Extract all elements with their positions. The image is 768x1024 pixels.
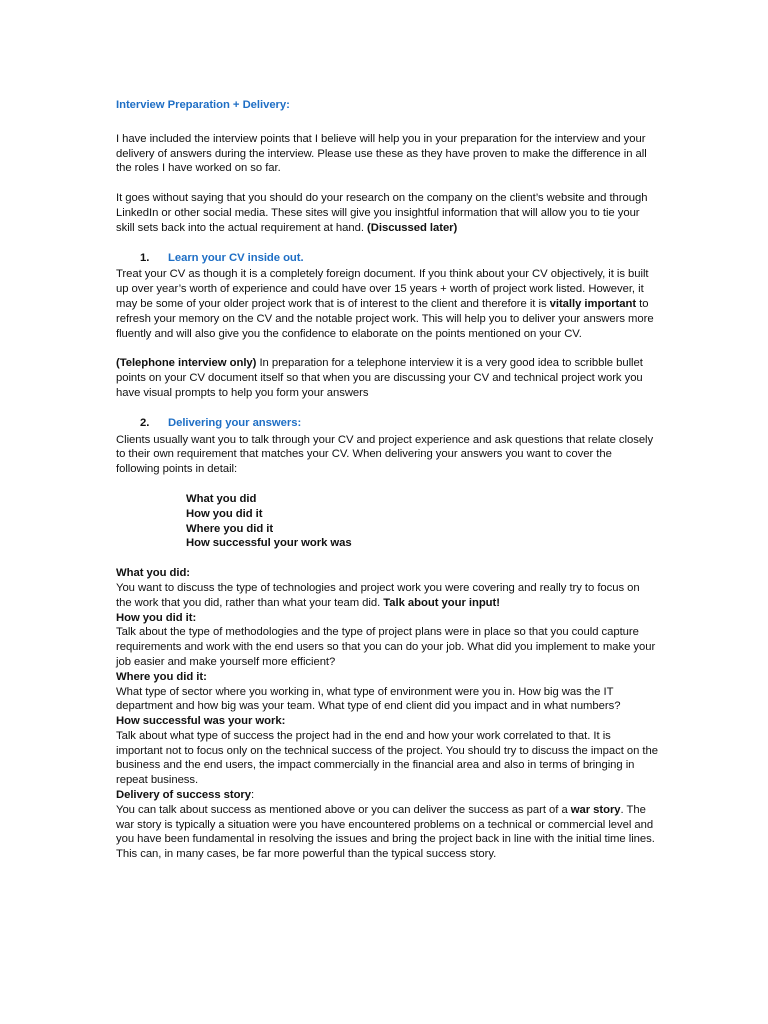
section-1-text-a: Treat your CV as though it is a completely foreign document. If you think about your CV objectively, it is built up over year’s worth of experience and could have over 15 years + worth of project work listed. However, it may be some of your older project work that is of interest to the client and therefore it is bbox=[116, 268, 649, 310]
delivery-of-success-text bbox=[116, 803, 658, 862]
what-you-did-text bbox=[116, 581, 658, 611]
telephone-interview-text: In preparation for a telephone interview it is a very good idea to scribble bullet points on your CV document itself so that when you are discussing your CV and technical project work you have visual prompts to help you form your answers bbox=[116, 357, 643, 399]
section-1-heading bbox=[116, 251, 658, 266]
delivery-label-colon: : bbox=[251, 789, 255, 802]
delivery-text-b: . The war story is typically a situation were you have encountered problems on a technical or commercial level and you have been fundamental in resolving the issues and bring the project back in line with the initial time lines. This can, in many cases, be far more powerful than the typical success story. bbox=[116, 803, 655, 861]
how-successful-label: How successful was your work: bbox=[116, 715, 286, 728]
intro-paragraph-2 bbox=[116, 191, 658, 235]
delivery-label-text: Delivery of success story bbox=[116, 789, 252, 802]
telephone-interview-label: (Telephone interview only) bbox=[116, 357, 257, 370]
what-you-did-label: What you did: bbox=[116, 567, 191, 580]
discussed-later-note: (Discussed later) bbox=[367, 221, 458, 234]
list-item: How successful your work was bbox=[186, 537, 352, 550]
how-you-did-it-label: How you did it: bbox=[116, 611, 197, 624]
vitally-important-emphasis: vitally important bbox=[549, 297, 637, 310]
section-1-text-b: to refresh your memory on the CV and the notable project work. This will help you to deliver your answers more fluently and will also give you the confidence to elaborate on the points mentioned on your CV. bbox=[116, 297, 654, 340]
list-item: How you did it bbox=[186, 507, 263, 520]
war-story-emphasis: war story bbox=[570, 803, 621, 816]
section-2-title: Delivering your answers: bbox=[168, 416, 302, 429]
where-you-did-it-text: What type of sector where you working in, what type of environment were you in. How big was the IT department and how big was your team. What type of end client did you impact and in what numbers? bbox=[116, 685, 621, 713]
delivery-points-list bbox=[116, 492, 658, 551]
list-item: Where you did it bbox=[186, 522, 274, 535]
where-you-did-it-label: Where you did it: bbox=[116, 670, 207, 683]
document-title: Interview Preparation + Delivery: bbox=[116, 99, 290, 111]
section-1-number: 1. bbox=[140, 251, 150, 264]
telephone-interview-paragraph bbox=[116, 356, 658, 400]
what-you-did-body: You want to discuss the type of technologies and project work you were covering and really try to focus on the work that you did, rather than what your team did. bbox=[116, 581, 640, 609]
how-successful-text: Talk about what type of success the project had in the end and how your work correlated to that. It is important not to focus only on the technical success of the project. You should try to discuss the impact on the business and the end users, the impact commercially in the financial area and also in terms of bringing in repeat business. bbox=[116, 729, 658, 787]
delivery-of-success-label bbox=[116, 788, 658, 803]
section-2-number: 2. bbox=[140, 416, 150, 429]
talk-about-input-emphasis: Talk about your input! bbox=[383, 596, 500, 609]
list-item: What you did bbox=[186, 492, 257, 505]
section-2-paragraph: Clients usually want you to talk through your CV and project experience and ask questions that relate closely to their own requirement that matches your CV. When delivering your answers you want to cover the following points in detail: bbox=[116, 433, 654, 476]
section-2-heading bbox=[116, 416, 658, 431]
how-you-did-it-text: Talk about the type of methodologies and the type of project plans were in place so that you could capture requirements and work with the end users so that you can do your job. What did you implement to make your job easier and make yourself more efficient? bbox=[116, 626, 656, 668]
delivery-text-a: You can talk about success as mentioned above or you can deliver the success as part of a bbox=[116, 803, 571, 816]
intro-paragraph-2-text: It goes without saying that you should do your research on the company on the client’s website and through LinkedIn or other social media. These sites will give you insightful information that will allow you to tie your skill sets back into the actual requirement at hand. bbox=[116, 192, 648, 234]
section-1-title: Learn your CV inside out. bbox=[168, 251, 304, 264]
section-1-paragraph bbox=[116, 267, 658, 341]
intro-paragraph-1: I have included the interview points that I believe will help you in your preparation for the interview and your delivery of answers during the interview. Please use these as they have proven to make the difference in all the roles I have worked on so far. bbox=[116, 132, 647, 175]
